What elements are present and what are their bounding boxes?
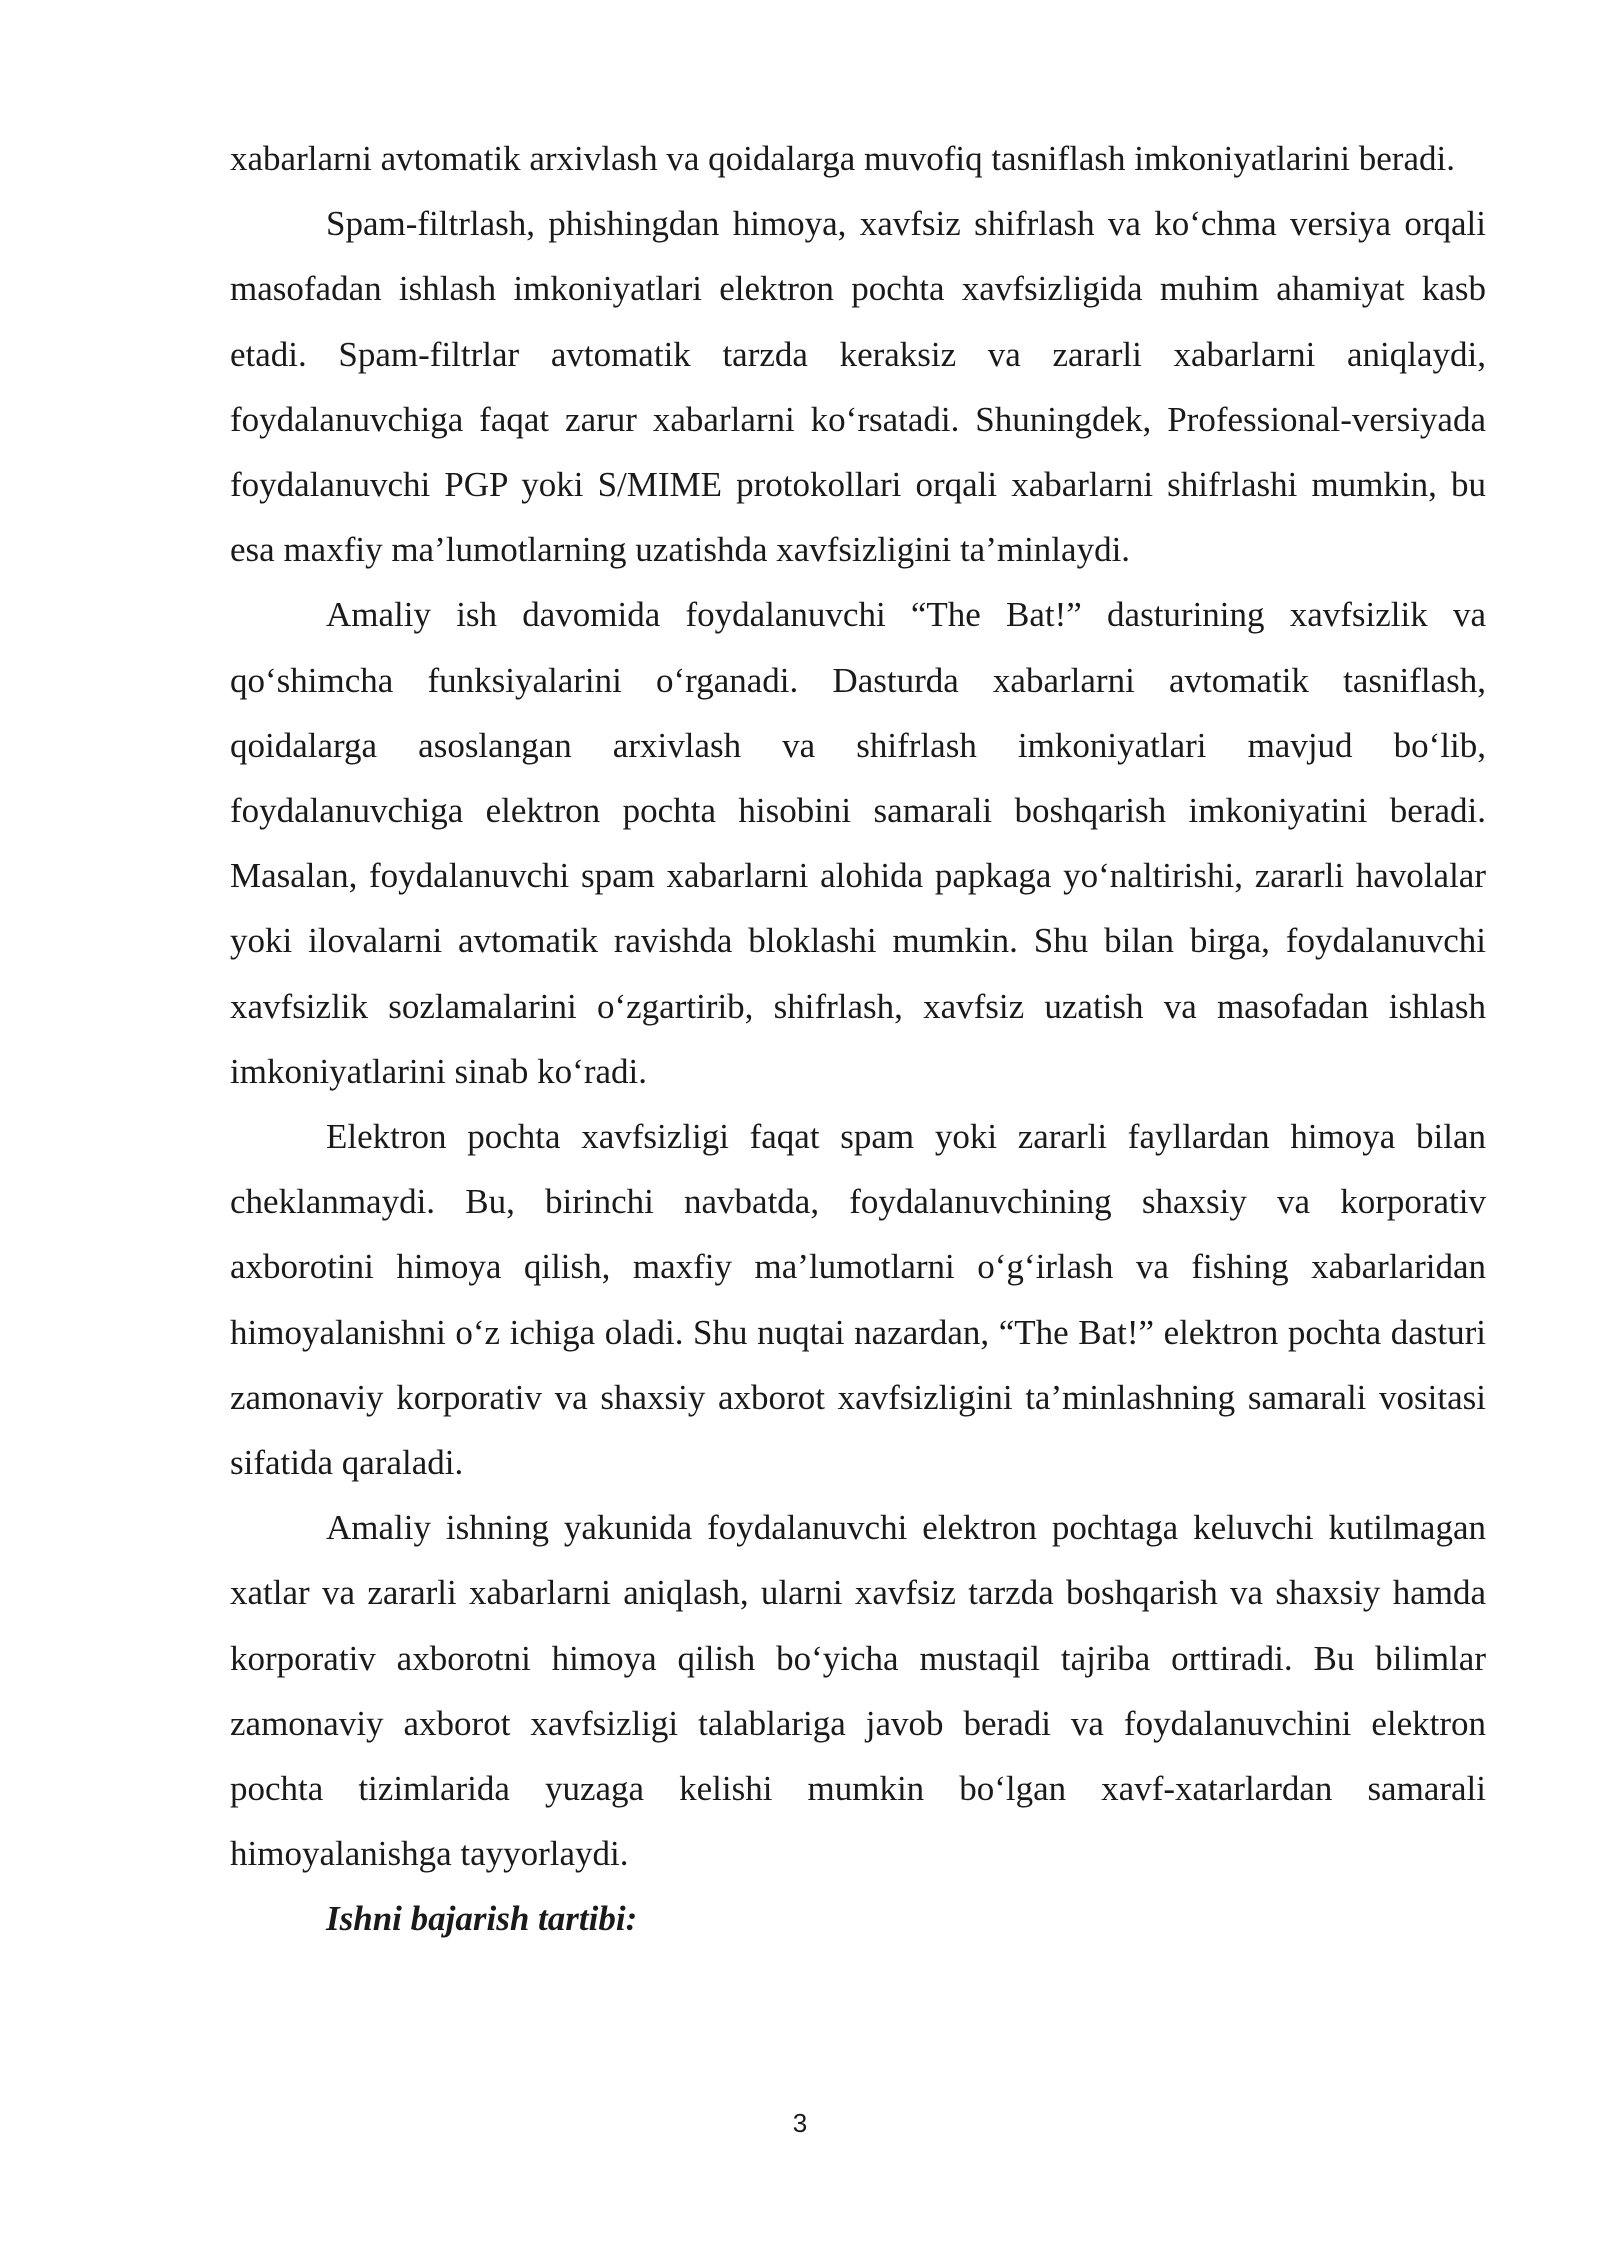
paragraph-practical-work: Amaliy ish davomida foydalanuvchi “The Bat!” dasturining xavfsizlik va qo‘shimcha funksiyalarini o‘rganadi. Dasturda xabarlarni avtomatik tasniflash, qoidalarga asoslangan arxivlash va shifrlash imkoniyatlari mavjud bo‘lib, foydalanuvchiga elektron pochta hisobini samarali boshqarish imkoniyatini beradi. Masalan, foydalanuvchi spam xabarlarni alohida papkaga yo‘naltirishi, zararli havolalar yoki ilovalarni avtomatik ravishda bloklashi mumkin. Shu bilan birga, foydalanuvchi xavfsizlik sozlamalarini o‘zgartirib, shifrlash, xavfsiz uzatish va masofadan ishlash imkoniyatlarini sinab ko‘radi. [230, 595, 1486, 1091]
paragraph-continuation: xabarlarni avtomatik arxivlash va qoidalarga muvofiq tasniflash imkoniyatlarini beradi. [230, 139, 1455, 178]
section-heading: Ishni bajarish tartibi: [326, 1899, 638, 1939]
paragraph-security-features: Spam-filtrlash, phishingdan himoya, xavfsiz shifrlash va ko‘chma versiya orqali masofadan ishlash imkoniyatlari elektron pochta xavfsizligida muhim ahamiyat kasb etadi. Spam-filtrlar avtomatik tarzda keraksiz va zararli xabarlarni aniqlaydi, foydalanuvchiga faqat zarur xabarlarni ko‘rsatadi. Shuningdek, Professional-versiyada foydalanuvchi PGP yoki S/MIME protokollari orqali xabarlarni shifrlashi mumkin, bu esa maxfiy ma’lumotlarning uzatishda xavfsizligini ta’minlaydi. [230, 204, 1486, 570]
paragraph-email-security: Elektron pochta xavfsizligi faqat spam yoki zararli fayllardan himoya bilan cheklanmaydi. Bu, birinchi navbatda, foydalanuvchining shaxsiy va korporativ axborotini himoya qilish, maxfiy ma’lumotlarni o‘g‘irlash va fishing xabarlaridan himoyalanishni o‘z ichiga oladi. Shu nuqtai nazardan, “The Bat!” elektron pochta dasturi zamonaviy korporativ va shaxsiy axborot xavfsizligini ta’minlashning samarali vositasi sifatida qaraladi. [230, 1117, 1486, 1483]
page-number: 3 [792, 2108, 808, 2138]
page-body [230, 126, 1486, 1952]
paragraph-conclusion: Amaliy ishning yakunida foydalanuvchi elektron pochtaga keluvchi kutilmagan xatlar va zararli xabarlarni aniqlash, ularni xavfsiz tarzda boshqarish va shaxsiy hamda korporativ axborotni himoya qilish bo‘yicha mustaqil tajriba orttiradi. Bu bilimlar zamonaviy axborot xavfsizligi talablariga javob beradi va foydalanuvchini elektron pochta tizimlarida yuzaga kelishi mumkin bo‘lgan xavf-xatarlardan samarali himoyalanishga tayyorlaydi. [230, 1508, 1486, 1874]
